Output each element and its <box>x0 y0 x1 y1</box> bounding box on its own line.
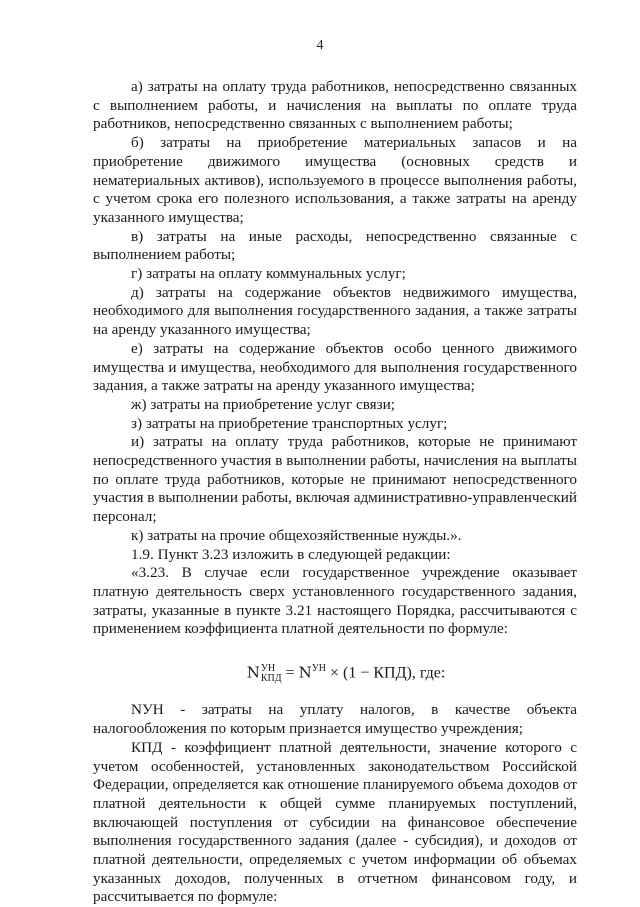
formula-lhs-sub: КПД <box>260 672 282 684</box>
paragraph-item-v: в) затраты на иные расходы, непосредственно связанные с выполнением работы; <box>93 227 577 264</box>
formula <box>93 657 577 685</box>
paragraph-item-e: е) затраты на содержание объектов особо ценного движимого имущества и имущества, необходимого для выполнения государственного задания, а также затраты на аренду указанного имущества; <box>93 339 577 395</box>
formula-rhs-expression: × (1 − КПД), где: <box>330 664 446 682</box>
definition-kpd: КПД - коэффициент платной деятельности, значение которого с учетом особенностей, установленных законодательством Российской Федерации, определяется как отношение планируемого объема доходов от платной деятельности к общей сумме планируемых поступлений, включающей поступления от субсидии на финансовое обеспечение выполнения государственного задания (далее - субсидия), и доходов от платной деятельности, определяемых с учетом информации об объемах указанных доходов, полученных в отчетном финансовом году, и рассчитывается по формуле: <box>93 738 577 906</box>
formula-lhs-symbol: N <box>246 663 260 682</box>
paragraph-item-g: г) затраты на оплату коммунальных услуг; <box>131 265 406 283</box>
paragraph-item-b: б) затраты на приобретение материальных запасов и на приобретение движимого имущества (основных средств и нематериальных активов), используемого в процессе выполнения работы, с учетом срока его полезного использования, а также затраты на аренду указанного имущества; <box>93 134 577 226</box>
paragraph-item-k: к) затраты на прочие общехозяйственные нужды.». <box>131 526 462 544</box>
document-body <box>93 78 577 907</box>
formula-rhs-symbol: N <box>298 663 312 682</box>
page-number: 4 <box>316 38 324 53</box>
paragraph-item-a: а) затраты на оплату труда работников, непосредственно связанных с выполнением работы, и начисления на выплаты по оплате труда работников, непосредственно связанных с выполнением работы; <box>93 78 577 133</box>
paragraph-item-i: и) затраты на оплату труда работников, которые не принимают непосредственного участия в выполнении работы, начисления на выплаты по оплате труда работников, которые не принимают непосредственного участия в выполнении работы, включая административно-управленческий персонал; <box>93 433 577 526</box>
paragraph-item-zh: ж) затраты на приобретение услуг связи; <box>131 395 396 413</box>
formula-lhs-sup: УН <box>260 662 276 674</box>
paragraph-section-1-9: 1.9. Пункт 3.23 изложить в следующей редакции: <box>131 545 451 563</box>
formula-lhs-indices <box>261 664 282 684</box>
paragraph-clause-3-23: «3.23. В случае если государственное учреждение оказывает платную деятельность сверх установленного государственного задания, затраты, указанные в пункте 3.21 настоящего Порядка, рассчитываются с применением коэффициента платной деятельности по формуле: <box>93 564 577 638</box>
definition-nun: NУН - затраты на уплату налогов, в качестве объекта налогообложения по которым признается имущество учреждения; <box>93 701 577 738</box>
paragraph-item-d: д) затраты на содержание объектов недвижимого имущества, необходимого для выполнения государственного задания, а также затраты на аренду указанного имущества; <box>93 283 577 339</box>
formula-rhs-sup: УН <box>311 663 326 675</box>
formula-equals: = <box>285 664 295 682</box>
paragraph-item-z: з) затраты на приобретение транспортных услуг; <box>131 414 448 432</box>
